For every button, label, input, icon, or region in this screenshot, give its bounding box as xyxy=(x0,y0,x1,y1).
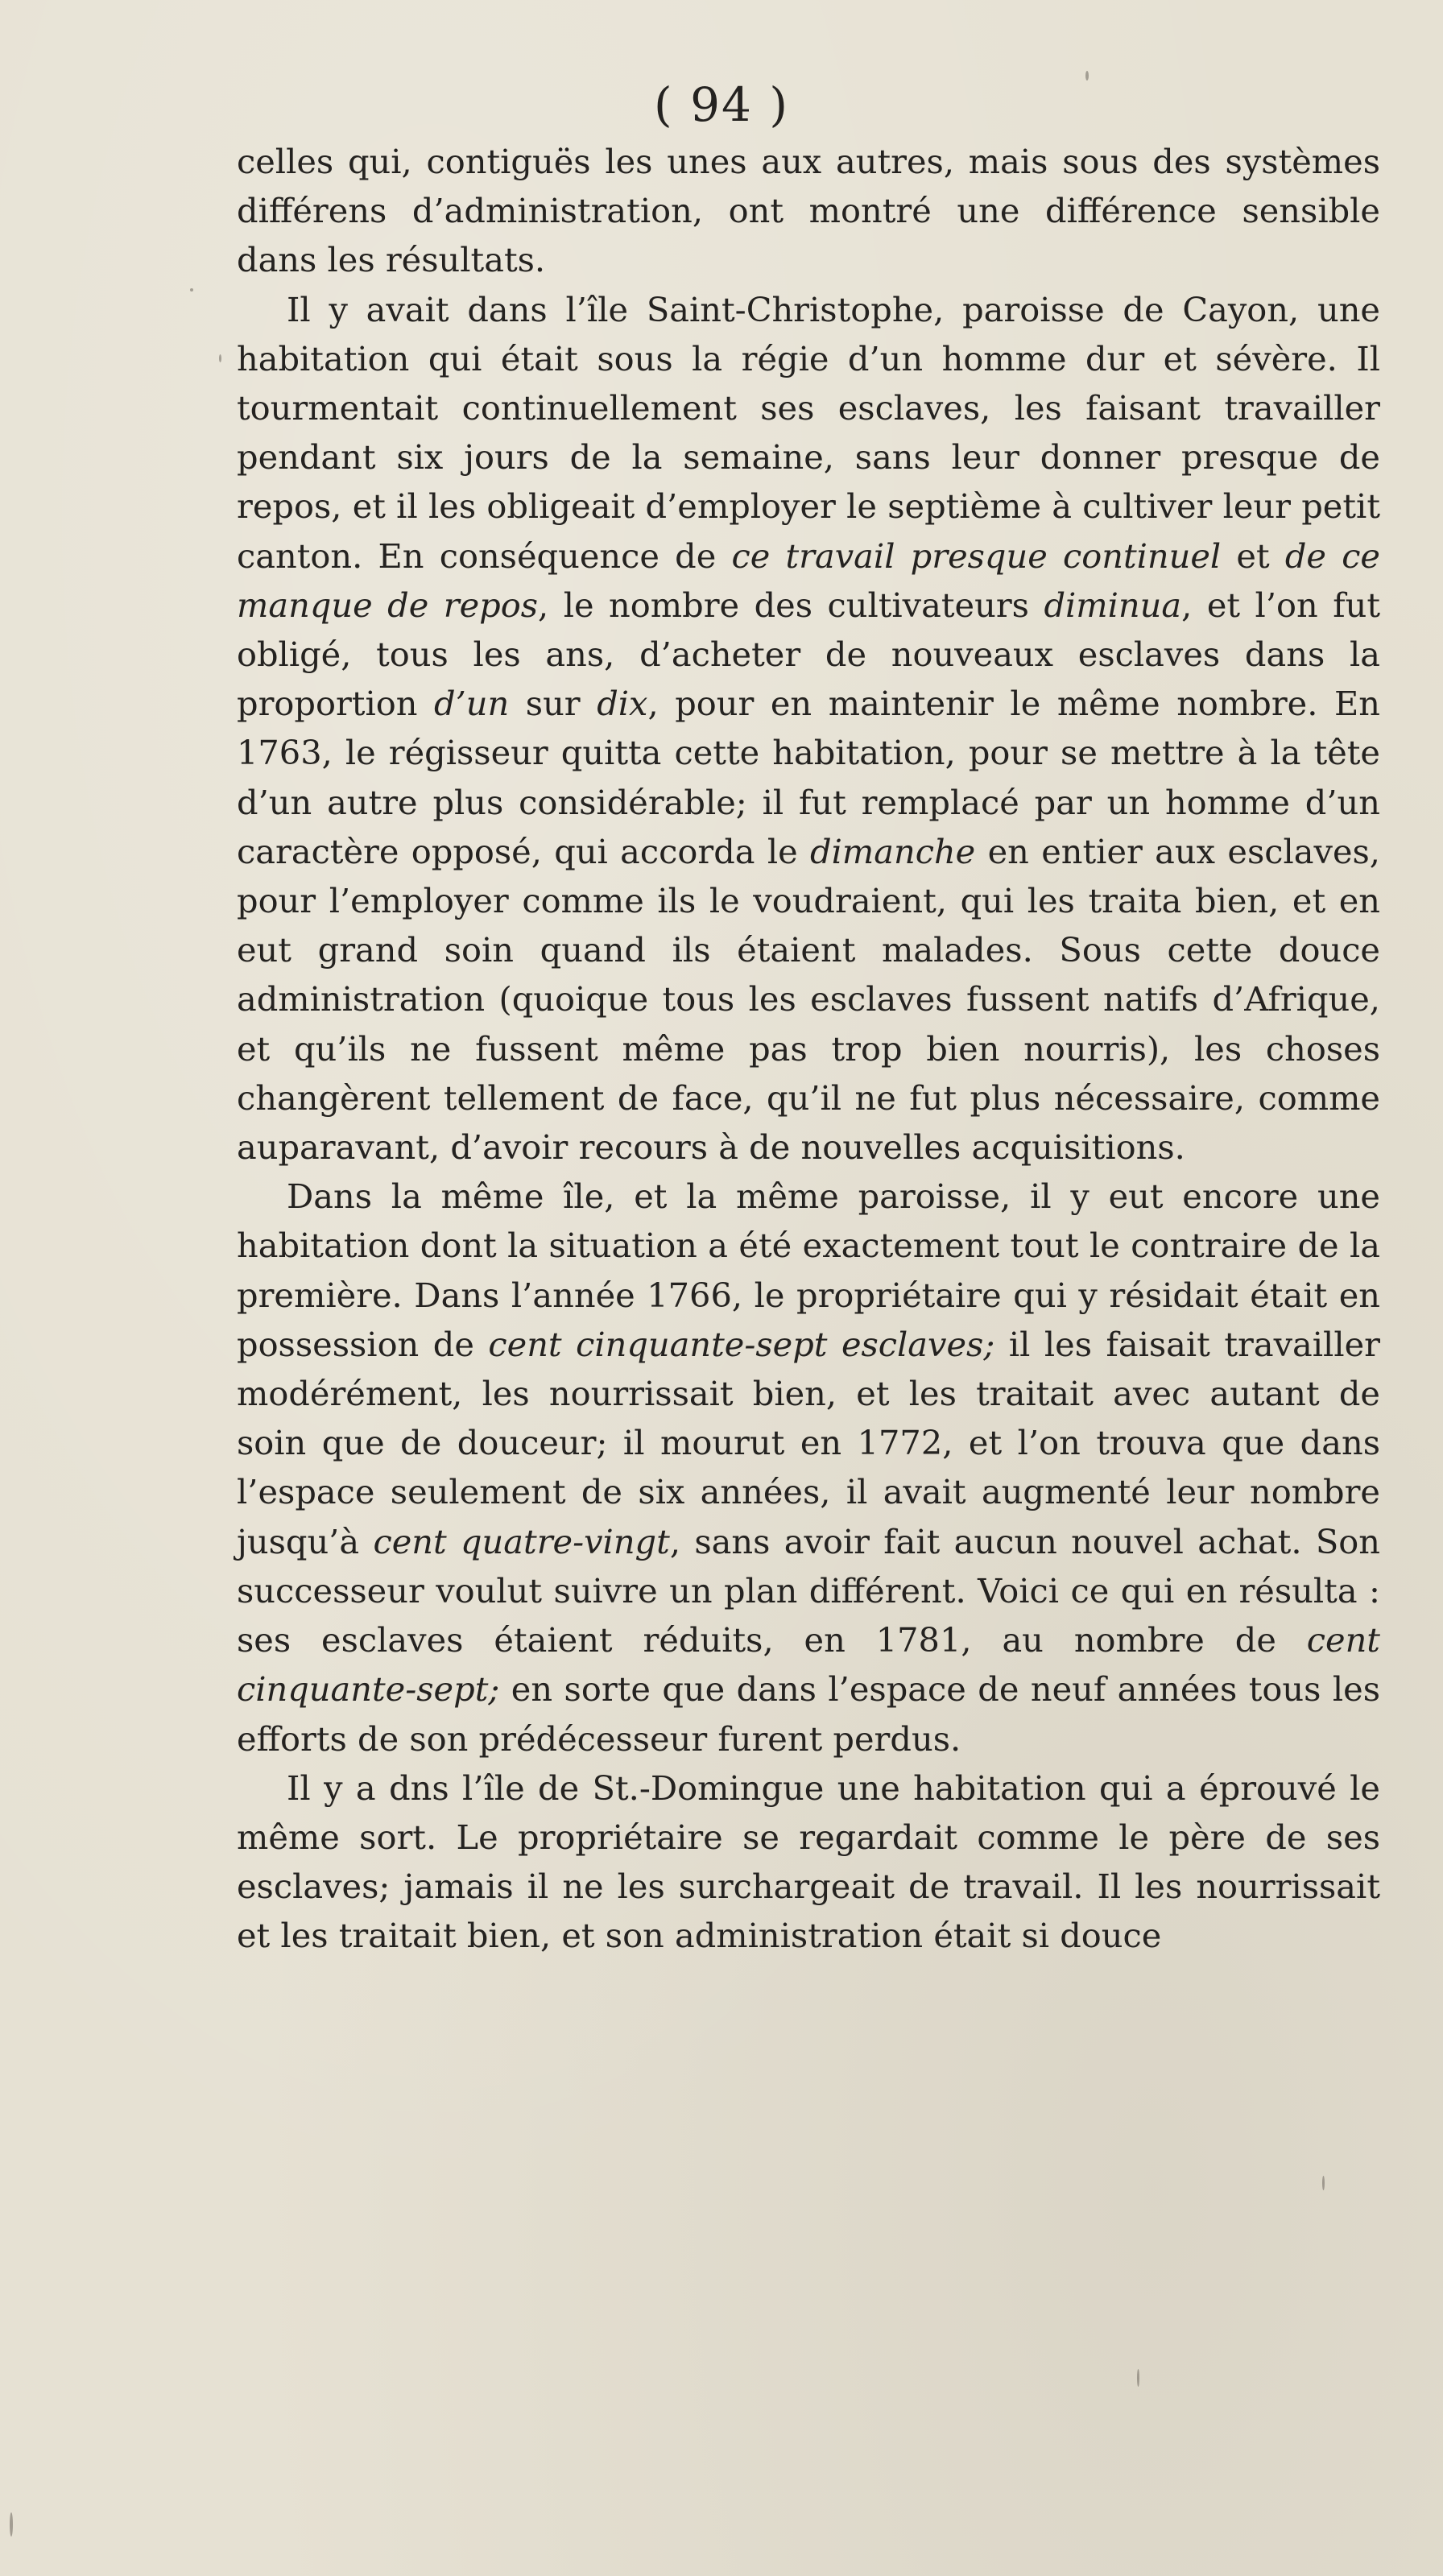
italic-phrase: cent cinquante-sept esclaves; xyxy=(488,1324,995,1364)
paragraph-1 xyxy=(237,137,1380,285)
paper-speck xyxy=(10,2512,13,2537)
paragraph-3 xyxy=(237,1172,1380,1763)
page-number: ( 94 ) xyxy=(654,77,789,132)
text-segment: Il y a dns l’île de St.-Domingue une habitation qui a éprouvé le même sort. Le propriétaire se regardait comme le père de ses esclaves; jamais il ne les surchargeait de travail. Il les nourrissait et les traitait bien, et son administration était si douce xyxy=(237,1768,1380,1956)
paper-speck xyxy=(190,288,193,292)
paper-speck xyxy=(1322,2176,1325,2190)
text-segment: , et l’on fut obligé, tous les ans, d’acheter de nouveaux esclaves dans la proportion xyxy=(237,585,1380,724)
italic-phrase: diminua xyxy=(1044,585,1182,625)
italic-phrase: d’un xyxy=(434,684,510,724)
italic-phrase: dix xyxy=(597,684,648,724)
italic-phrase: cent cinquante-sept; xyxy=(237,1620,1380,1710)
text-segment: Dans la même île, et la même paroisse, il y eut encore une habitation dont la situation a été exactement tout le contraire de la première. Dans l’année 1766, le propriétaire qui y résidait était en possession de xyxy=(237,1176,1380,1364)
italic-phrase: ce travail presque continuel xyxy=(731,535,1222,576)
text-segment: , le nombre des cultivateurs xyxy=(538,585,1044,625)
paper-speck xyxy=(219,354,221,362)
text-segment: et xyxy=(1221,535,1285,576)
text-segment: , sans avoir fait aucun nouvel achat. Son successeur voulut suivre un plan différent. Voici ce qui en résulta : ses esclaves étaient réduits, en 1781, au nombre de xyxy=(237,1521,1380,1660)
paragraph-4 xyxy=(237,1764,1380,1961)
paragraph-2 xyxy=(237,285,1380,1172)
text-segment: en sorte que dans l’espace de neuf années tous les efforts de son prédécesseur furent perdus. xyxy=(237,1669,1380,1759)
text-segment: il les faisait travailler modérément, les nourrissait bien, et les traitait avec autant de soin que de douceur; il mourut en 1772, et l’on trouva que dans l’espace seulement de six années, il avait augmenté leur nombre jusqu’à xyxy=(237,1324,1380,1561)
paper-speck xyxy=(1137,2369,1139,2387)
text-segment: sur xyxy=(509,684,597,724)
text-segment: en entier aux esclaves, pour l’employer comme ils le voudraient, qui les traita bien, et en eut grand soin quand ils étaient malades. Sous cette douce administration (quoique tous les esclaves fussent natifs d’Afrique, et qu’ils ne fussent même pas trop bien nourris), les choses changèrent tellement de face, qu’il ne fut plus nécessaire, comme auparavant, d’avoir recours à de nouvelles acquisitions. xyxy=(237,831,1381,1168)
italic-phrase: dimanche xyxy=(810,831,976,871)
body-text xyxy=(237,137,1380,1961)
text-segment: celles qui, contiguës les unes aux autres, mais sous des systèmes différens d’administration, ont montré une différence sensible dans les résultats. xyxy=(237,142,1380,280)
text-segment: Il y avait dans l’île Saint-Christophe, paroisse de Cayon, une habitation qui était sous la régie d’un homme dur et sévère. Il tourmentait continuellement ses esclaves, les faisant travailler pendant six jours de la semaine, sans leur donner presque de repos, et il les obligeait d’employer le septième à cultiver leur petit canton. En conséquence de xyxy=(237,289,1380,576)
italic-phrase: de ce manque de repos xyxy=(237,535,1380,625)
text-segment: , pour en maintenir le même nombre. En 1763, le régisseur quitta cette habitation, pour se mettre à la tête d’un autre plus considérable; il fut remplacé par un homme d’un caractère opposé, qui accorda le xyxy=(237,684,1380,871)
italic-phrase: cent quatre-vingt xyxy=(373,1521,670,1561)
paper-speck xyxy=(1085,71,1089,81)
